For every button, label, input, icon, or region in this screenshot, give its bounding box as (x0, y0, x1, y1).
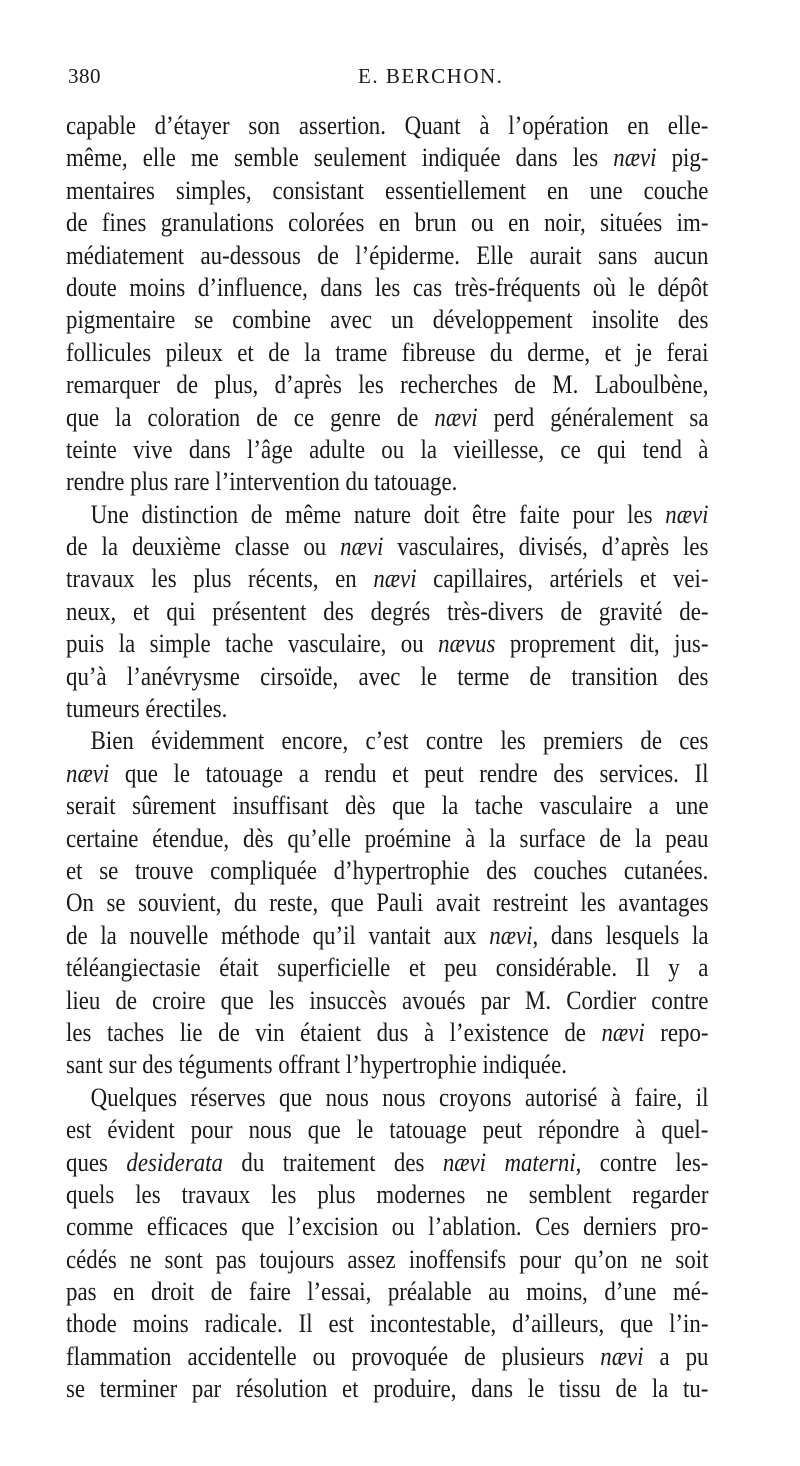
text-line: flammation accidentelle ou provoquée de plusieurs nævi a pu (66, 1341, 709, 1371)
text-line: de la nouvelle méthode qu’il vantait aux nævi, dans lesquels la (66, 920, 709, 950)
text-line: travaux les plus récents, en nævi capillaires, artériels et vei- (66, 564, 709, 594)
text-line: follicules pileux et de la trame fibreuse du derme, et je ferai (66, 337, 709, 367)
text-line: neux, et qui présentent des degrés très-divers de gravité de- (66, 596, 709, 626)
text-line: Quelques réserves que nous nous croyons autorisé à faire, il (90, 1082, 709, 1112)
text-line: de la deuxième classe ou nævi vasculaires, divisés, d’après les (66, 532, 709, 562)
text-line: pas en droit de faire l’essai, préalable au moins, d’une mé- (66, 1277, 709, 1307)
text-line: rendre plus rare l’intervention du tatouage. (66, 467, 458, 497)
text-line: lieu de croire que les insuccès avoués par M. Cordier contre (66, 985, 709, 1015)
text-line: thode moins radicale. Il est incontestable, d’ailleurs, que l’in- (66, 1309, 709, 1339)
text-line: téléangiectasie était superficielle et peu considérable. Il y a (66, 953, 709, 983)
text-line: ques desiderata du traitement des nævi materni, contre les- (66, 1147, 709, 1177)
text-line: tumeurs érectiles. (66, 694, 228, 724)
text-line: se terminer par résolution et produire, dans le tissu de la tu- (66, 1374, 709, 1404)
text-line: Bien évidemment encore, c’est contre les premiers de ces (90, 726, 709, 756)
running-head: E. BERCHON. (358, 64, 504, 88)
text-line: comme efficaces que l’excision ou l’ablation. Ces derniers pro- (66, 1212, 709, 1242)
text-line: et se trouve compliquée d’hypertrophie des couches cutanées. (66, 855, 709, 885)
page-number: 380 (68, 64, 101, 88)
text-line: nævi que le tatouage a rendu et peut rendre des services. Il (66, 758, 709, 788)
text-line: que la coloration de ce genre de nævi perd généralement sa (66, 402, 709, 432)
text-line: médiatement au-dessous de l’épiderme. Elle aurait sans aucun (66, 240, 709, 270)
text-line: teinte vive dans l’âge adulte ou la vieillesse, ce qui tend à (66, 434, 709, 464)
text-line: On se souvient, du reste, que Pauli avait restreint les avantages (66, 888, 709, 918)
text-line: certaine étendue, dès qu’elle proémine à la surface de la peau (66, 823, 709, 853)
text-line: de fines granulations colorées en brun ou en noir, situées im- (66, 208, 709, 238)
text-line: sant sur des téguments offrant l’hypertrophie indiquée. (66, 1050, 567, 1080)
text-line: puis la simple tache vasculaire, ou nævus proprement dit, jus- (66, 629, 709, 659)
text-line: quels les travaux les plus modernes ne semblent regarder (66, 1179, 709, 1209)
text-line: serait sûrement insuffisant dès que la tache vasculaire a une (66, 791, 709, 821)
text-line: capable d’étayer son assertion. Quant à l’opération en elle- (66, 111, 709, 140)
text-line: mentaires simples, consistant essentiellement en une couche (66, 175, 709, 205)
body-text (66, 110, 708, 1406)
page-header (66, 62, 800, 102)
text-line: les taches lie de vin étaient dus à l’existence de nævi repo- (66, 1017, 709, 1047)
text-line: qu’à l’anévrysme cirsoïde, avec le terme de transition des (66, 661, 709, 691)
text-line: cédés ne sont pas toujours assez inoffensifs pour qu’on ne soit (66, 1244, 709, 1274)
book-page (66, 62, 800, 1460)
text-line: est évident pour nous que le tatouage peut répondre à quel- (66, 1115, 709, 1145)
text-line: remarquer de plus, d’après les recherches de M. Laboulbène, (66, 370, 709, 400)
text-line: pigmentaire se combine avec un développement insolite des (66, 305, 709, 335)
text-line: même, elle me semble seulement indiquée dans les nævi pig- (66, 143, 709, 173)
text-line: doute moins d’influence, dans les cas très-fréquents où le dépôt (66, 272, 709, 302)
text-line: Une distinction de même nature doit être faite pour les nævi (90, 499, 709, 529)
